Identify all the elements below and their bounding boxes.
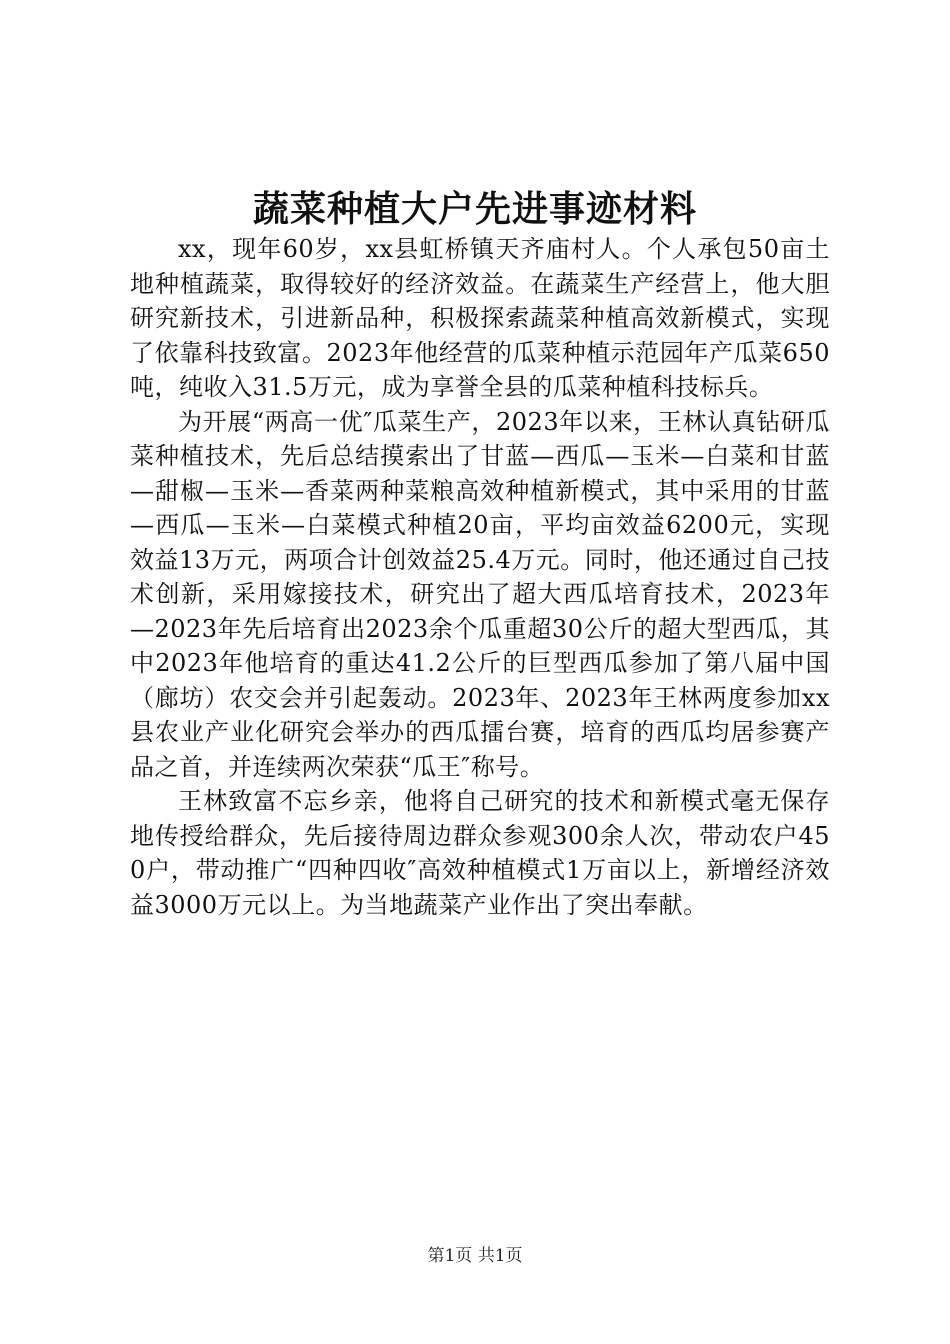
paragraph-1: xx，现年60岁，xx县虹桥镇天齐庙村人。个人承包50亩土地种植蔬菜，取得较好的经济效益。在蔬菜生产经营上，他大胆研究新技术，引进新品种，积极探索蔬菜种植高效新模式，实现了依靠科技致富。2023年他经营的瓜菜种植示范园年产瓜菜650吨，纯收入31.5万元，成为享誉全县的瓜菜种植科技标兵。 [130, 235, 830, 401]
paragraph-2: 为开展“两高一优″瓜菜生产，2023年以来，王林认真钻研瓜菜种植技术，先后总结摸索出了甘蓝—西瓜—玉米—白菜和甘蓝—甜椒—玉米—香菜两种菜粮高效种植新模式，其中采用的甘蓝—西瓜—玉米—白菜模式种植20亩，平均亩效益6200元，实现效益13万元，两项合计创效益25.4万元。同时，他还通过自己技术创新，采用嫁接技术，研究出了超大西瓜培育技术，2023年—2023年先后培育出2023余个瓜重超30公斤的超大型西瓜，其中2023年他培育的重达41.2公斤的巨型西瓜参加了第八届中国（廊坊）农交会并引起轰动。2023年、2023年王林两度参加xx县农业产业化研究会举办的西瓜擂台赛，培育的西瓜均居参赛产品之首，并连续两次荣获“瓜王″称号。 [130, 407, 830, 781]
paragraph-3: 王林致富不忘乡亲，他将自己研究的技术和新模式毫无保存地传授给群众，先后接待周边群众参观300余人次，带动农户450户，带动推广“四种四收″高效种植模式1万亩以上，新增经济效益3000万元以上。为当地蔬菜产业作出了突出奉献。 [130, 787, 830, 919]
page-footer: 第1页 共1页 [427, 1246, 523, 1266]
document-body [130, 232, 830, 922]
document-title: 蔬菜种植大户先进事迹材料 [252, 188, 697, 230]
